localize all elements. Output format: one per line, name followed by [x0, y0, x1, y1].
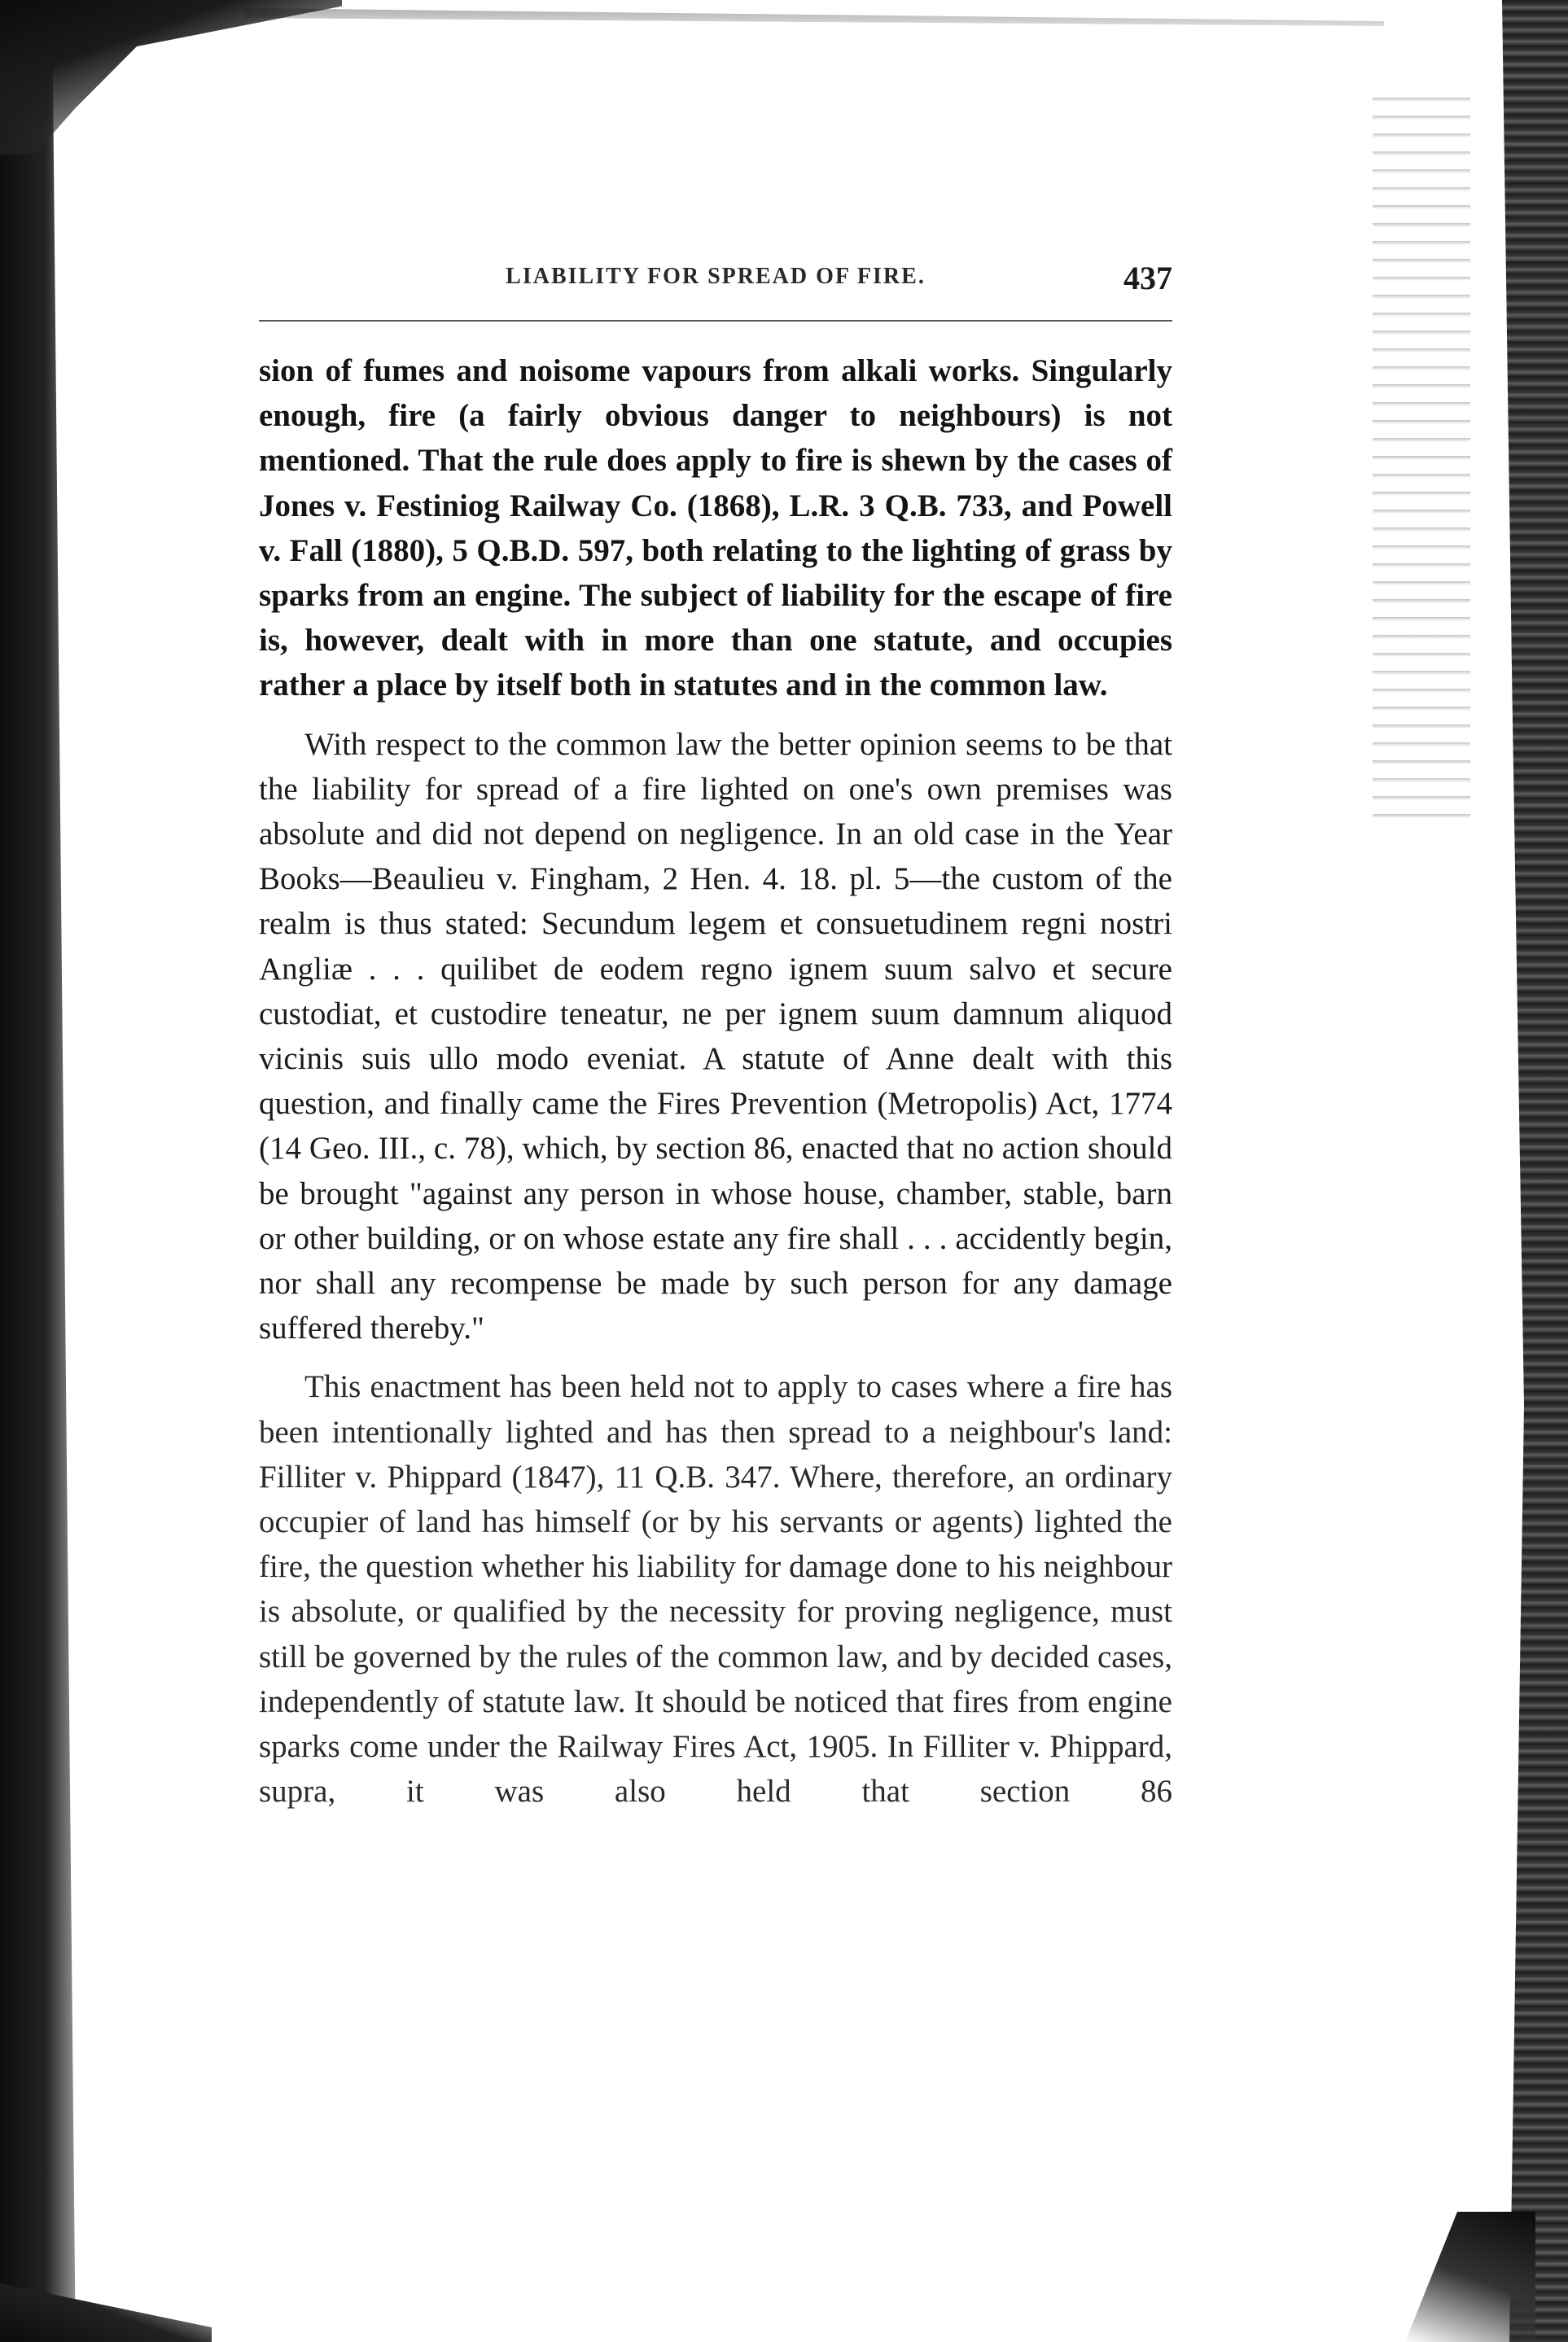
page-number: 437: [1123, 260, 1172, 296]
header-rule: [259, 320, 1172, 322]
scan-shadow-top-left: [0, 0, 342, 155]
scan-speckle-right: [1373, 98, 1470, 830]
paragraph-2: With respect to the common law the better opinion seems to be that the liability for spread of a fire lighted on one's own premises was absolute and did not depend on negligence. In an old case in the Year Books—Beaulieu v. Fingham, 2 Hen. 4. 18. pl. 5—the custom of the realm is thus stated: Secundum legem et consuetudinem regni nostri Angliæ . . . quilibet de eodem regno ignem suum salvo et secure custodiat, et custodire teneatur, ne per ignem suum damnum aliquod vicinis suis ullo modo eveniat. A statute of Anne dealt with this question, and finally came the Fires Prevention (Metropolis) Act, 1774 (14 Geo. III., c. 78), which, by section 86, enacted that no action should be brought "against any person in whose house, chamber, stable, barn or other building, or on whose estate any fire shall . . . accidently begin, nor shall any recompense be made by such person for any damage suffered thereby.": [259, 726, 1172, 1346]
scan-shadow-top: [244, 8, 1384, 41]
paragraph-3: This enactment has been held not to apply to cases where a fire has been intentionally lighted and has then spread to a neighbour's land: Filliter v. Phippard (1847), 11 Q.B. 347. Where, therefore, an ordinary occupier of land has himself (or by his servants or agents) lighted the fire, the question whether his liability for damage done to his neighbour is absolute, or qualified by the necessity for proving negligence, must still be governed by the rules of the common law, and by decided cases, independently of statute law. It should be noticed that fires from engine sparks come under the Railway Fires Act, 1905. In Filliter v. Phippard, supra, it was also held that section 86: [259, 1369, 1172, 1810]
running-title: LIABILITY FOR SPREAD OF FIRE.: [506, 264, 926, 289]
body-text: [259, 348, 1172, 1815]
scan-shadow-bottom-right: [1405, 2212, 1535, 2342]
page-header: [259, 259, 1172, 308]
scan-shadow-left: [0, 0, 130, 2342]
paragraph-1: sion of fumes and noisome vapours from alkali works. Singularly enough, fire (a fairly obvious danger to neighbours) is not mentioned. That the rule does apply to fire is shewn by the cases of Jones v. Festiniog Railway Co. (1868), L.R. 3 Q.B. 733, and Powell v. Fall (1880), 5 Q.B.D. 597, both relating to the lighting of grass by sparks from an engine. The subject of liability for the escape of fire is, however, dealt with in more than one statute, and occupies rather a place by itself both in statutes and in the common law.: [259, 353, 1172, 703]
